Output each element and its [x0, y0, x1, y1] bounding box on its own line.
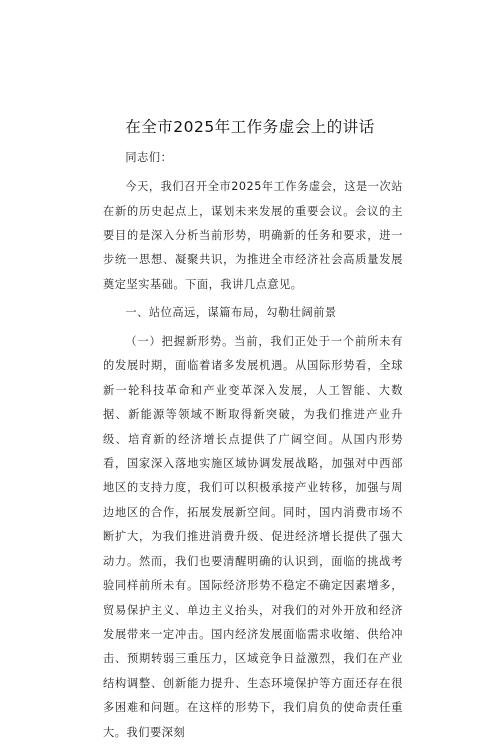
section-paragraph: （一）把握新形势。当前，我们正处于一个前所未有的发展时期，面临着诸多发展机遇。从国际形势看，全球新一轮科技革命和产业变革深入发展，人工智能、大数据、新能源等领域不断取得新突破，为我们推进产业升级、培育新的经济增长点提供了广阔空间。从国内形势看，国家深入落地实施区域协调发展战略，加强对中西部地区的支持力度，我们可以积极承接产业转移，加强与周边地区的合作，拓展发展新空间。同时，国内消费市场不断扩大，为我们推进消费升级、促进经济增长提供了强大动力。然而，我们也要清醒明确的认识到，面临的挑战考验同样前所未有。国际经济形势不稳定不确定因素增多，贸易保护主义、单边主义抬头，对我们的对外开放和经济发展带来一定冲击。国内经济发展面临需求收缩、供给冲击、预期转弱三重压力，区域竞争日益激烈，我们在产业结构调整、创新能力提升、生态环境保护等方面还存在很多困难和问题。在这样的形势下，我们肩负的使命责任重大。我们要深刻 — [103, 335, 403, 739]
salutation: 同志们： — [125, 151, 173, 164]
opening-paragraph: 今天，我们召开全市2025年工作务虚会，这是一次站在新的历史起点上，谋划未来发展的重要会议。会议的主要目的是深入分析当前形势，明确新的任务和要求，进一步统一思想、凝聚共识，为推进全市经济社会高质量发展奠定坚实基础。下面，我讲几点意见。 — [103, 180, 403, 291]
section-heading: 一、站位高远，谋篇布局，勾勒壮阔前景 — [125, 305, 337, 319]
document-body — [103, 146, 403, 749]
document-title: 在全市2025年工作务虚会上的讲话 — [125, 118, 375, 136]
